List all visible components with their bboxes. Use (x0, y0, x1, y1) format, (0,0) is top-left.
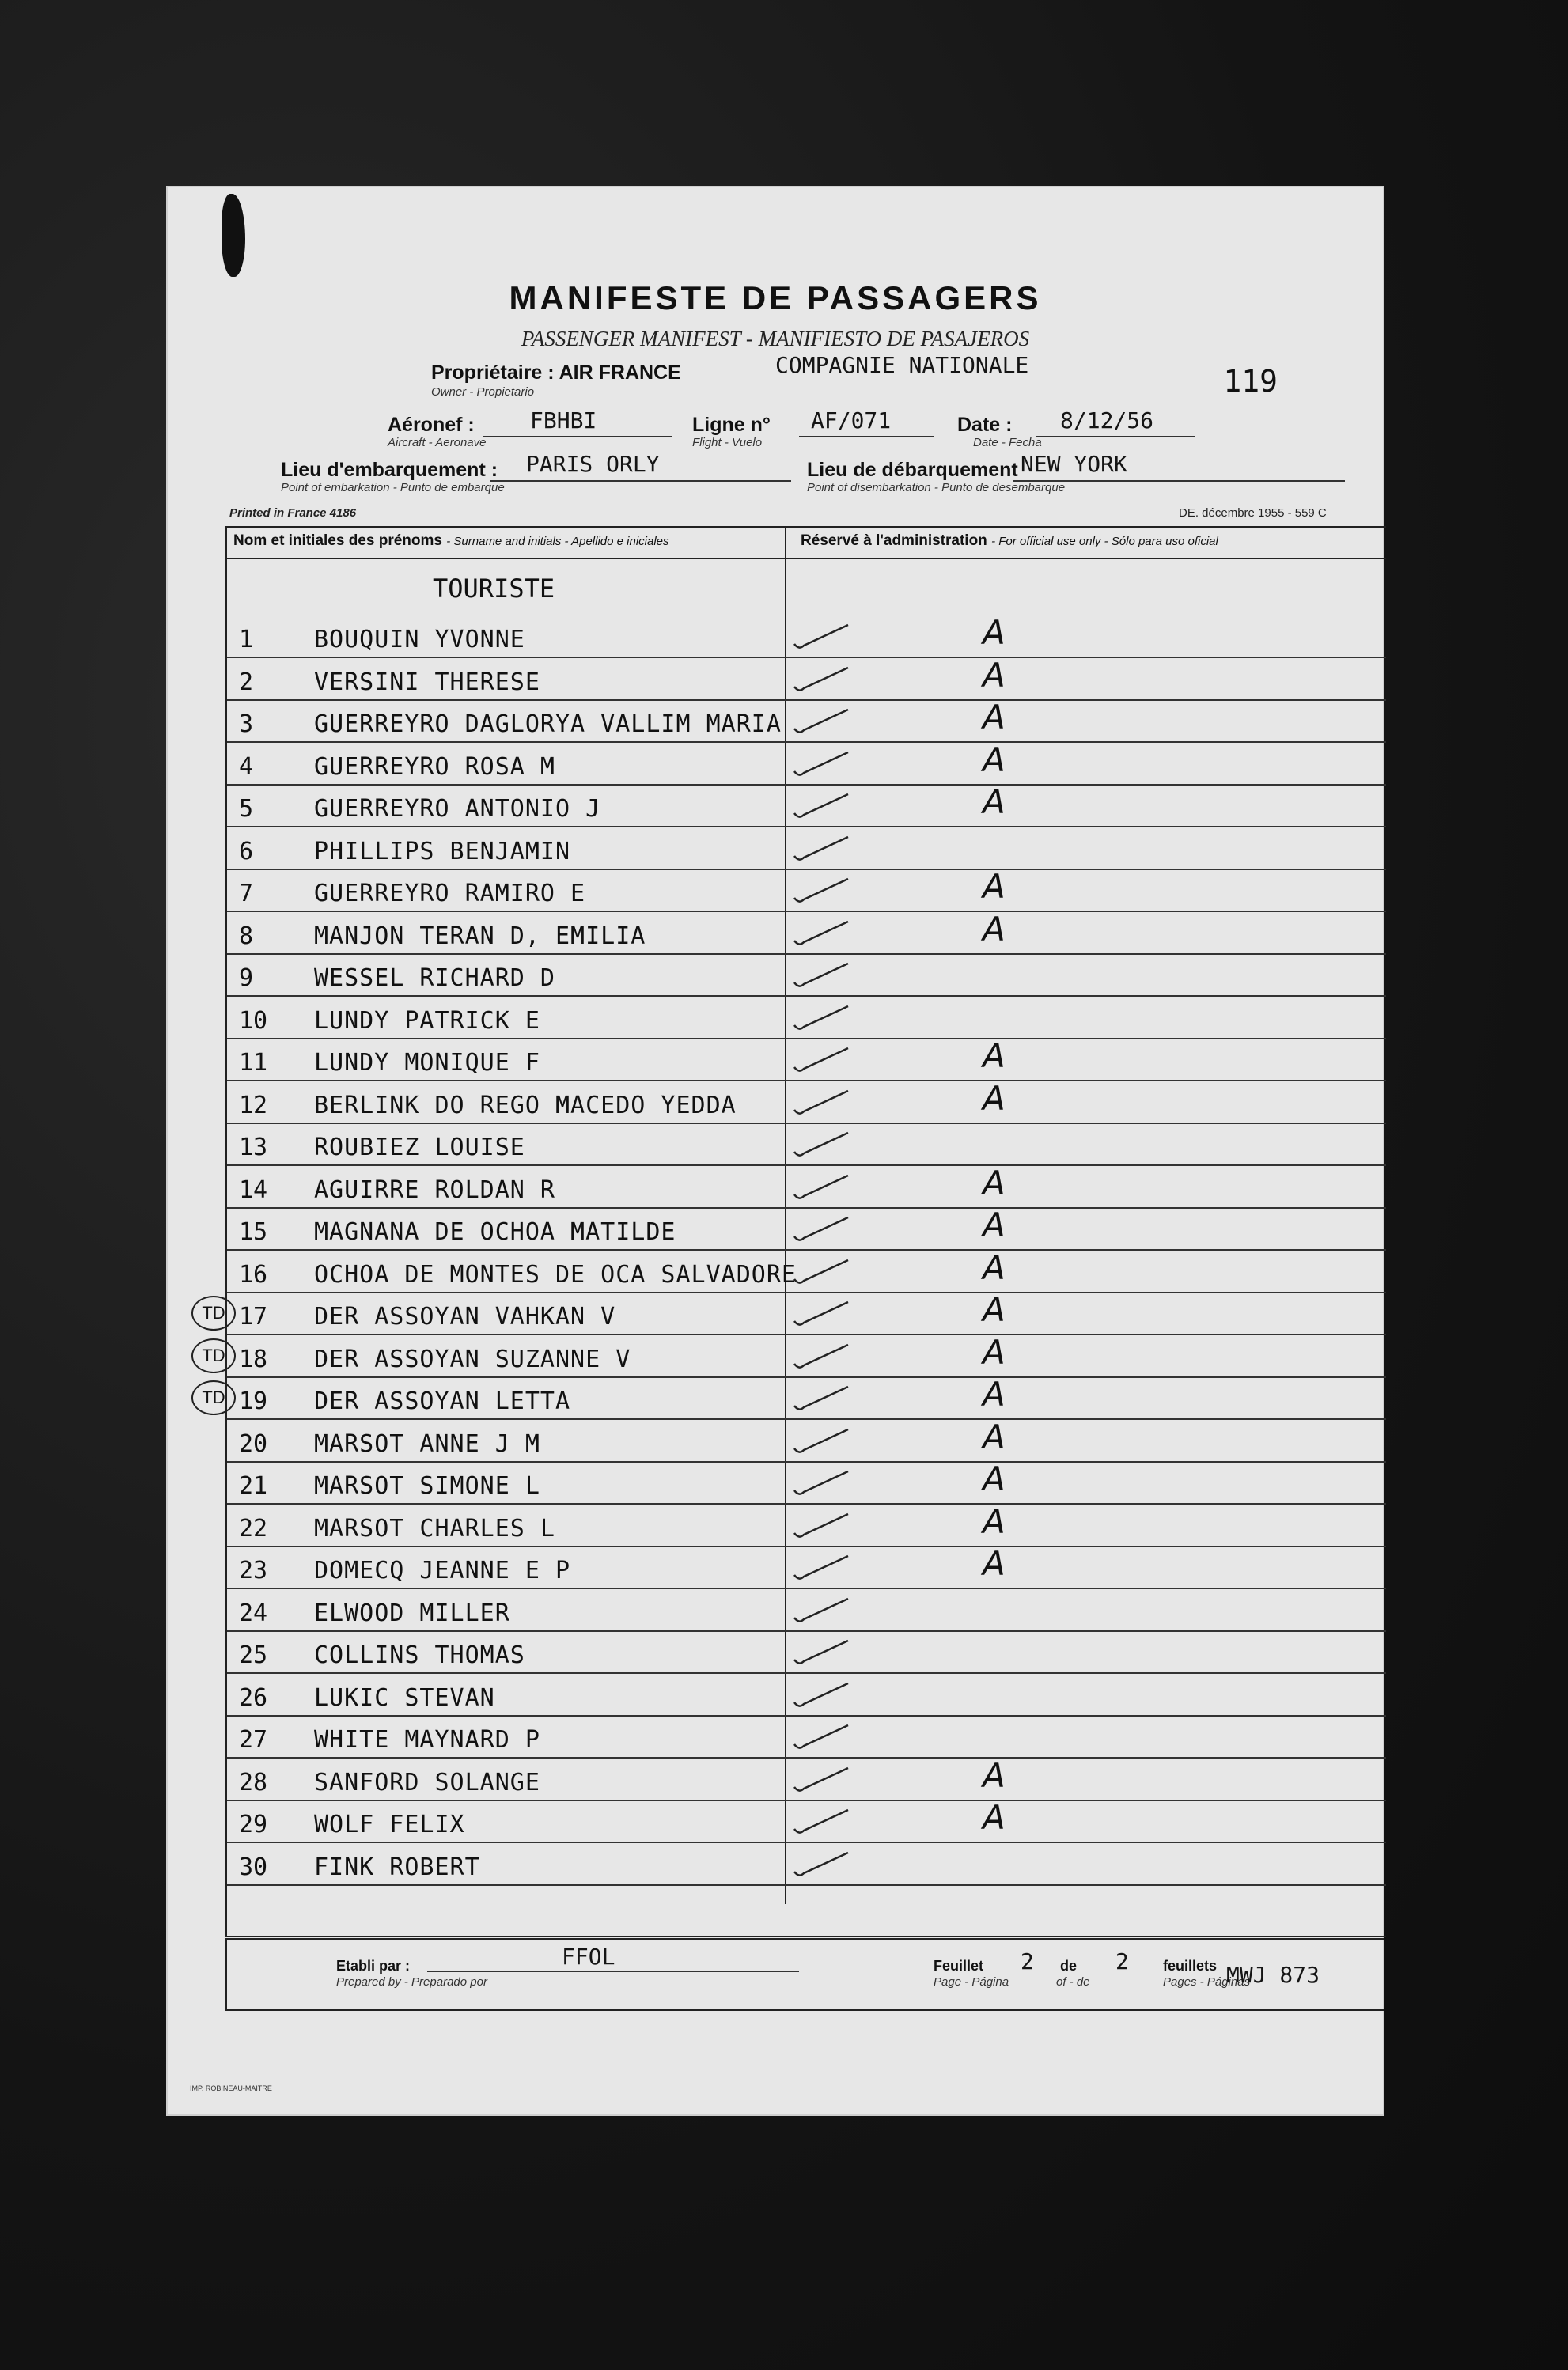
admin-mark: A (983, 1375, 1006, 1414)
table-row (227, 827, 1386, 870)
date-sub-label: Date - Fecha (973, 436, 1042, 449)
disembark-sub-label: Point of disembarkation - Punto de desembarque (807, 481, 1066, 494)
td-annotation: TD (191, 1380, 236, 1415)
check-mark-icon (793, 1171, 856, 1202)
row-number: 22 (239, 1514, 268, 1543)
check-mark-icon (793, 1340, 856, 1372)
table-row (227, 1800, 1386, 1843)
passenger-name: SANFORD SOLANGE (314, 1768, 540, 1796)
manifest-sheet (166, 186, 1384, 2116)
col-admin-header-sub: - For official use only - Sólo para uso oficial (991, 535, 1218, 548)
table-row (227, 1715, 1386, 1759)
passenger-name: GUERREYRO ROSA M (314, 752, 555, 781)
table-row (227, 657, 1386, 701)
table-row (227, 1673, 1386, 1717)
row-number: 24 (239, 1599, 268, 1627)
table-row (227, 1078, 1386, 1124)
check-mark-icon (793, 1509, 856, 1541)
row-number: 2 (239, 668, 254, 696)
passenger-name: ROUBIEZ LOUISE (314, 1134, 525, 1161)
passenger-name: DER ASSOYAN VAHKAN V (314, 1303, 616, 1331)
row-number: 26 (239, 1683, 268, 1712)
row-number: 21 (239, 1472, 268, 1500)
table-row (227, 1501, 1386, 1547)
row-number: 20 (239, 1429, 268, 1458)
table-row (227, 1630, 1386, 1674)
disembark-underline (1013, 480, 1345, 482)
sheets-label: feuillets (1163, 1958, 1218, 1974)
sheet-label: Feuillet (934, 1958, 984, 1974)
check-mark-icon (793, 1255, 856, 1287)
passenger-name: DER ASSOYAN SUZANNE V (314, 1345, 631, 1373)
class-section-title: TOURISTE (433, 574, 555, 604)
prepared-label: Etabli par : (336, 1958, 411, 1974)
row-number: 10 (239, 1006, 268, 1035)
check-mark-icon (793, 1467, 856, 1498)
passenger-name: WHITE MAYNARD P (314, 1726, 540, 1754)
col-admin-header-text: Réservé à l'administration (801, 532, 987, 549)
table-row (227, 1461, 1386, 1505)
table-row (227, 1123, 1386, 1166)
admin-mark: A (983, 1417, 1006, 1456)
manifest-title: MANIFESTE DE PASSAGERS (509, 279, 1042, 316)
row-number: 17 (239, 1303, 268, 1331)
td-annotation: TD (191, 1296, 236, 1331)
embark-sub-label: Point of embarkation - Punto de embarque (281, 481, 505, 494)
row-number: 18 (239, 1345, 268, 1373)
line-value: AF/071 (811, 407, 892, 433)
table-row (227, 784, 1386, 827)
passenger-name: VERSINI THERESE (314, 668, 540, 696)
row-number: 11 (239, 1049, 268, 1077)
embark-value: PARIS ORLY (526, 451, 660, 477)
check-mark-icon (793, 874, 856, 906)
check-mark-icon (793, 1848, 856, 1880)
row-number: 9 (239, 964, 254, 992)
row-number: 12 (239, 1091, 268, 1119)
admin-mark: A (983, 613, 1006, 652)
col-name-header (233, 532, 669, 550)
row-number: 16 (239, 1260, 268, 1289)
embark-label: Lieu d'embarquement : (281, 459, 498, 481)
sheet-value: 2 (1021, 1948, 1034, 1974)
passenger-name: WESSEL RICHARD D (314, 964, 555, 992)
check-mark-icon (793, 1594, 856, 1626)
check-mark-icon (793, 620, 856, 652)
passenger-name: MARSOT SIMONE L (314, 1472, 540, 1500)
table-row (227, 742, 1386, 786)
table-row (227, 1165, 1386, 1209)
admin-mark: A (983, 1036, 1006, 1075)
col-name-header-sub: - Surname and initials - Apellido e iniciales (446, 535, 669, 548)
check-mark-icon (793, 1086, 856, 1118)
prepared-underline (427, 1971, 799, 1972)
footer-bottom-rule (225, 2009, 1384, 2011)
admin-mark: A (983, 1755, 1006, 1795)
admin-mark: A (983, 1798, 1006, 1837)
passenger-name: WOLF FELIX (314, 1811, 465, 1838)
check-mark-icon (793, 663, 856, 695)
row-number: 23 (239, 1557, 268, 1584)
punch-hole-mark (222, 194, 245, 277)
row-number: 7 (239, 880, 254, 907)
passenger-table (202, 526, 1386, 1937)
admin-mark: A (983, 1332, 1006, 1372)
date-label: Date : (957, 414, 1013, 436)
check-mark-icon (793, 1001, 856, 1033)
table-row (227, 699, 1386, 743)
table-row (202, 1290, 1386, 1335)
passenger-name: LUNDY MONIQUE F (314, 1049, 540, 1077)
table-header (227, 528, 1386, 559)
passenger-name: GUERREYRO RAMIRO E (314, 880, 586, 907)
of-label: de (1060, 1958, 1078, 1974)
passenger-name: AGUIRRE ROLDAN R (314, 1176, 555, 1204)
check-mark-icon (793, 1128, 856, 1160)
passenger-name: MANJON TERAN D, EMILIA (314, 922, 646, 950)
table-row (227, 1247, 1386, 1293)
of-sub-label: of - de (1056, 1975, 1090, 1989)
admin-mark: A (983, 867, 1006, 906)
passenger-name: FINK ROBERT (314, 1853, 480, 1881)
row-number: 28 (239, 1768, 268, 1796)
table-row (227, 1842, 1386, 1886)
disembark-label: Lieu de débarquement (807, 459, 1018, 481)
row-number: 1 (239, 626, 254, 653)
admin-mark: A (983, 1163, 1006, 1202)
check-mark-icon (793, 1763, 856, 1795)
line-underline (799, 436, 934, 437)
row-number: 25 (239, 1641, 268, 1669)
passenger-name: MARSOT CHARLES L (314, 1514, 555, 1543)
date-underline (1036, 436, 1195, 437)
table-row (227, 911, 1386, 955)
manifest-subtitle: PASSENGER MANIFEST - MANIFIESTO DE PASAJEROS (521, 327, 1030, 350)
check-mark-icon (793, 705, 856, 736)
passenger-name: BERLINK DO REGO MACEDO YEDDA (314, 1091, 737, 1119)
passenger-name: MAGNANA DE OCHOA MATILDE (314, 1218, 676, 1246)
admin-mark: A (983, 655, 1006, 695)
col-name-header-text: Nom et initiales des prénoms (233, 532, 442, 549)
row-number: 3 (239, 710, 254, 738)
check-mark-icon (793, 1382, 856, 1414)
row-number: 13 (239, 1134, 268, 1161)
admin-mark: A (983, 909, 1006, 948)
owner-sub-label: Owner - Propietario (431, 385, 535, 399)
passenger-name: PHILLIPS BENJAMIN (314, 837, 571, 865)
admin-mark: A (983, 1459, 1006, 1498)
check-mark-icon (793, 959, 856, 990)
line-sub-label: Flight - Vuelo (692, 436, 763, 449)
admin-mark: A (983, 1544, 1006, 1583)
check-mark-icon (793, 1551, 856, 1583)
check-mark-icon (793, 832, 856, 864)
of-value: 2 (1115, 1948, 1129, 1974)
footer-top-rule (225, 1938, 1384, 1940)
table-row (227, 953, 1386, 997)
admin-mark: A (983, 1247, 1006, 1287)
check-mark-icon (793, 1043, 856, 1075)
row-number: 4 (239, 752, 254, 781)
table-row (227, 996, 1386, 1039)
document-number: 119 (1223, 364, 1278, 399)
footer-left-rule (225, 1938, 227, 2009)
row-number: 19 (239, 1388, 268, 1415)
admin-mark: A (983, 1290, 1006, 1329)
check-mark-icon (793, 1297, 856, 1329)
admin-mark: A (983, 740, 1006, 779)
check-mark-icon (793, 917, 856, 948)
aircraft-underline (483, 436, 672, 437)
passenger-name: LUNDY PATRICK E (314, 1006, 540, 1035)
form-code: DE. décembre 1955 - 559 C (1179, 506, 1327, 520)
check-mark-icon (793, 1721, 856, 1752)
row-number: 5 (239, 795, 254, 823)
row-number: 15 (239, 1218, 268, 1246)
table-row (202, 1332, 1386, 1378)
admin-mark: A (983, 1206, 1006, 1244)
check-mark-icon (793, 748, 856, 779)
passenger-name: MARSOT ANNE J M (314, 1429, 540, 1458)
line-label: Ligne n° (692, 414, 771, 436)
admin-mark: A (983, 1078, 1006, 1118)
table-row (227, 869, 1386, 912)
sheets-sub-label: Pages - Páginas (1163, 1975, 1251, 1989)
check-mark-icon (793, 1213, 856, 1244)
aircraft-value: FBHBI (530, 407, 597, 433)
table-row (227, 1207, 1386, 1251)
row-number: 8 (239, 922, 254, 950)
check-mark-icon (793, 789, 856, 821)
imprint-text: IMP. ROBINEAU-MAITRE (190, 2084, 272, 2092)
passenger-name: GUERREYRO ANTONIO J (314, 795, 601, 823)
row-number: 27 (239, 1726, 268, 1754)
check-mark-icon (793, 1425, 856, 1456)
passenger-name: COLLINS THOMAS (314, 1641, 525, 1669)
admin-mark: A (983, 782, 1006, 821)
aircraft-sub-label: Aircraft - Aeronave (388, 436, 487, 449)
passenger-name: OCHOA DE MONTES DE OCA SALVADORE (314, 1260, 797, 1289)
passenger-name: LUKIC STEVAN (314, 1683, 495, 1712)
table-row (227, 1038, 1386, 1081)
reference-code: MWJ 873 (1226, 1962, 1320, 1988)
disembark-value: NEW YORK (1021, 451, 1127, 477)
aircraft-label: Aéronef : (388, 414, 475, 436)
owner-label: Propriétaire : AIR FRANCE (431, 362, 681, 384)
sheet-sub-label: Page - Página (934, 1975, 1009, 1989)
admin-mark: A (983, 698, 1006, 736)
table-row (227, 615, 1386, 658)
passenger-name: GUERREYRO DAGLORYA VALLIM MARIA (314, 710, 782, 738)
table-row (227, 1588, 1386, 1632)
prepared-value: FFOL (562, 1944, 615, 1970)
date-value: 8/12/56 (1060, 407, 1154, 433)
check-mark-icon (793, 1805, 856, 1837)
passenger-name: DER ASSOYAN LETTA (314, 1388, 571, 1415)
passenger-name: BOUQUIN YVONNE (314, 626, 525, 653)
table-row (227, 1419, 1386, 1463)
row-number: 30 (239, 1853, 268, 1881)
admin-mark: A (983, 1501, 1006, 1541)
table-row (227, 1755, 1386, 1801)
printed-in: Printed in France 4186 (229, 506, 357, 520)
row-number: 6 (239, 837, 254, 865)
row-number: 14 (239, 1176, 268, 1204)
col-admin-header (801, 532, 1218, 550)
td-annotation: TD (191, 1338, 236, 1373)
table-row (227, 1546, 1386, 1589)
table-row (202, 1375, 1386, 1420)
row-number: 29 (239, 1811, 268, 1838)
embark-underline (490, 480, 791, 482)
check-mark-icon (793, 1636, 856, 1668)
passenger-name: DOMECQ JEANNE E P (314, 1557, 571, 1584)
passenger-name: ELWOOD MILLER (314, 1599, 510, 1627)
prepared-sub-label: Prepared by - Preparado por (336, 1975, 487, 1989)
check-mark-icon (793, 1679, 856, 1710)
owner-value: COMPAGNIE NATIONALE (775, 352, 1029, 378)
